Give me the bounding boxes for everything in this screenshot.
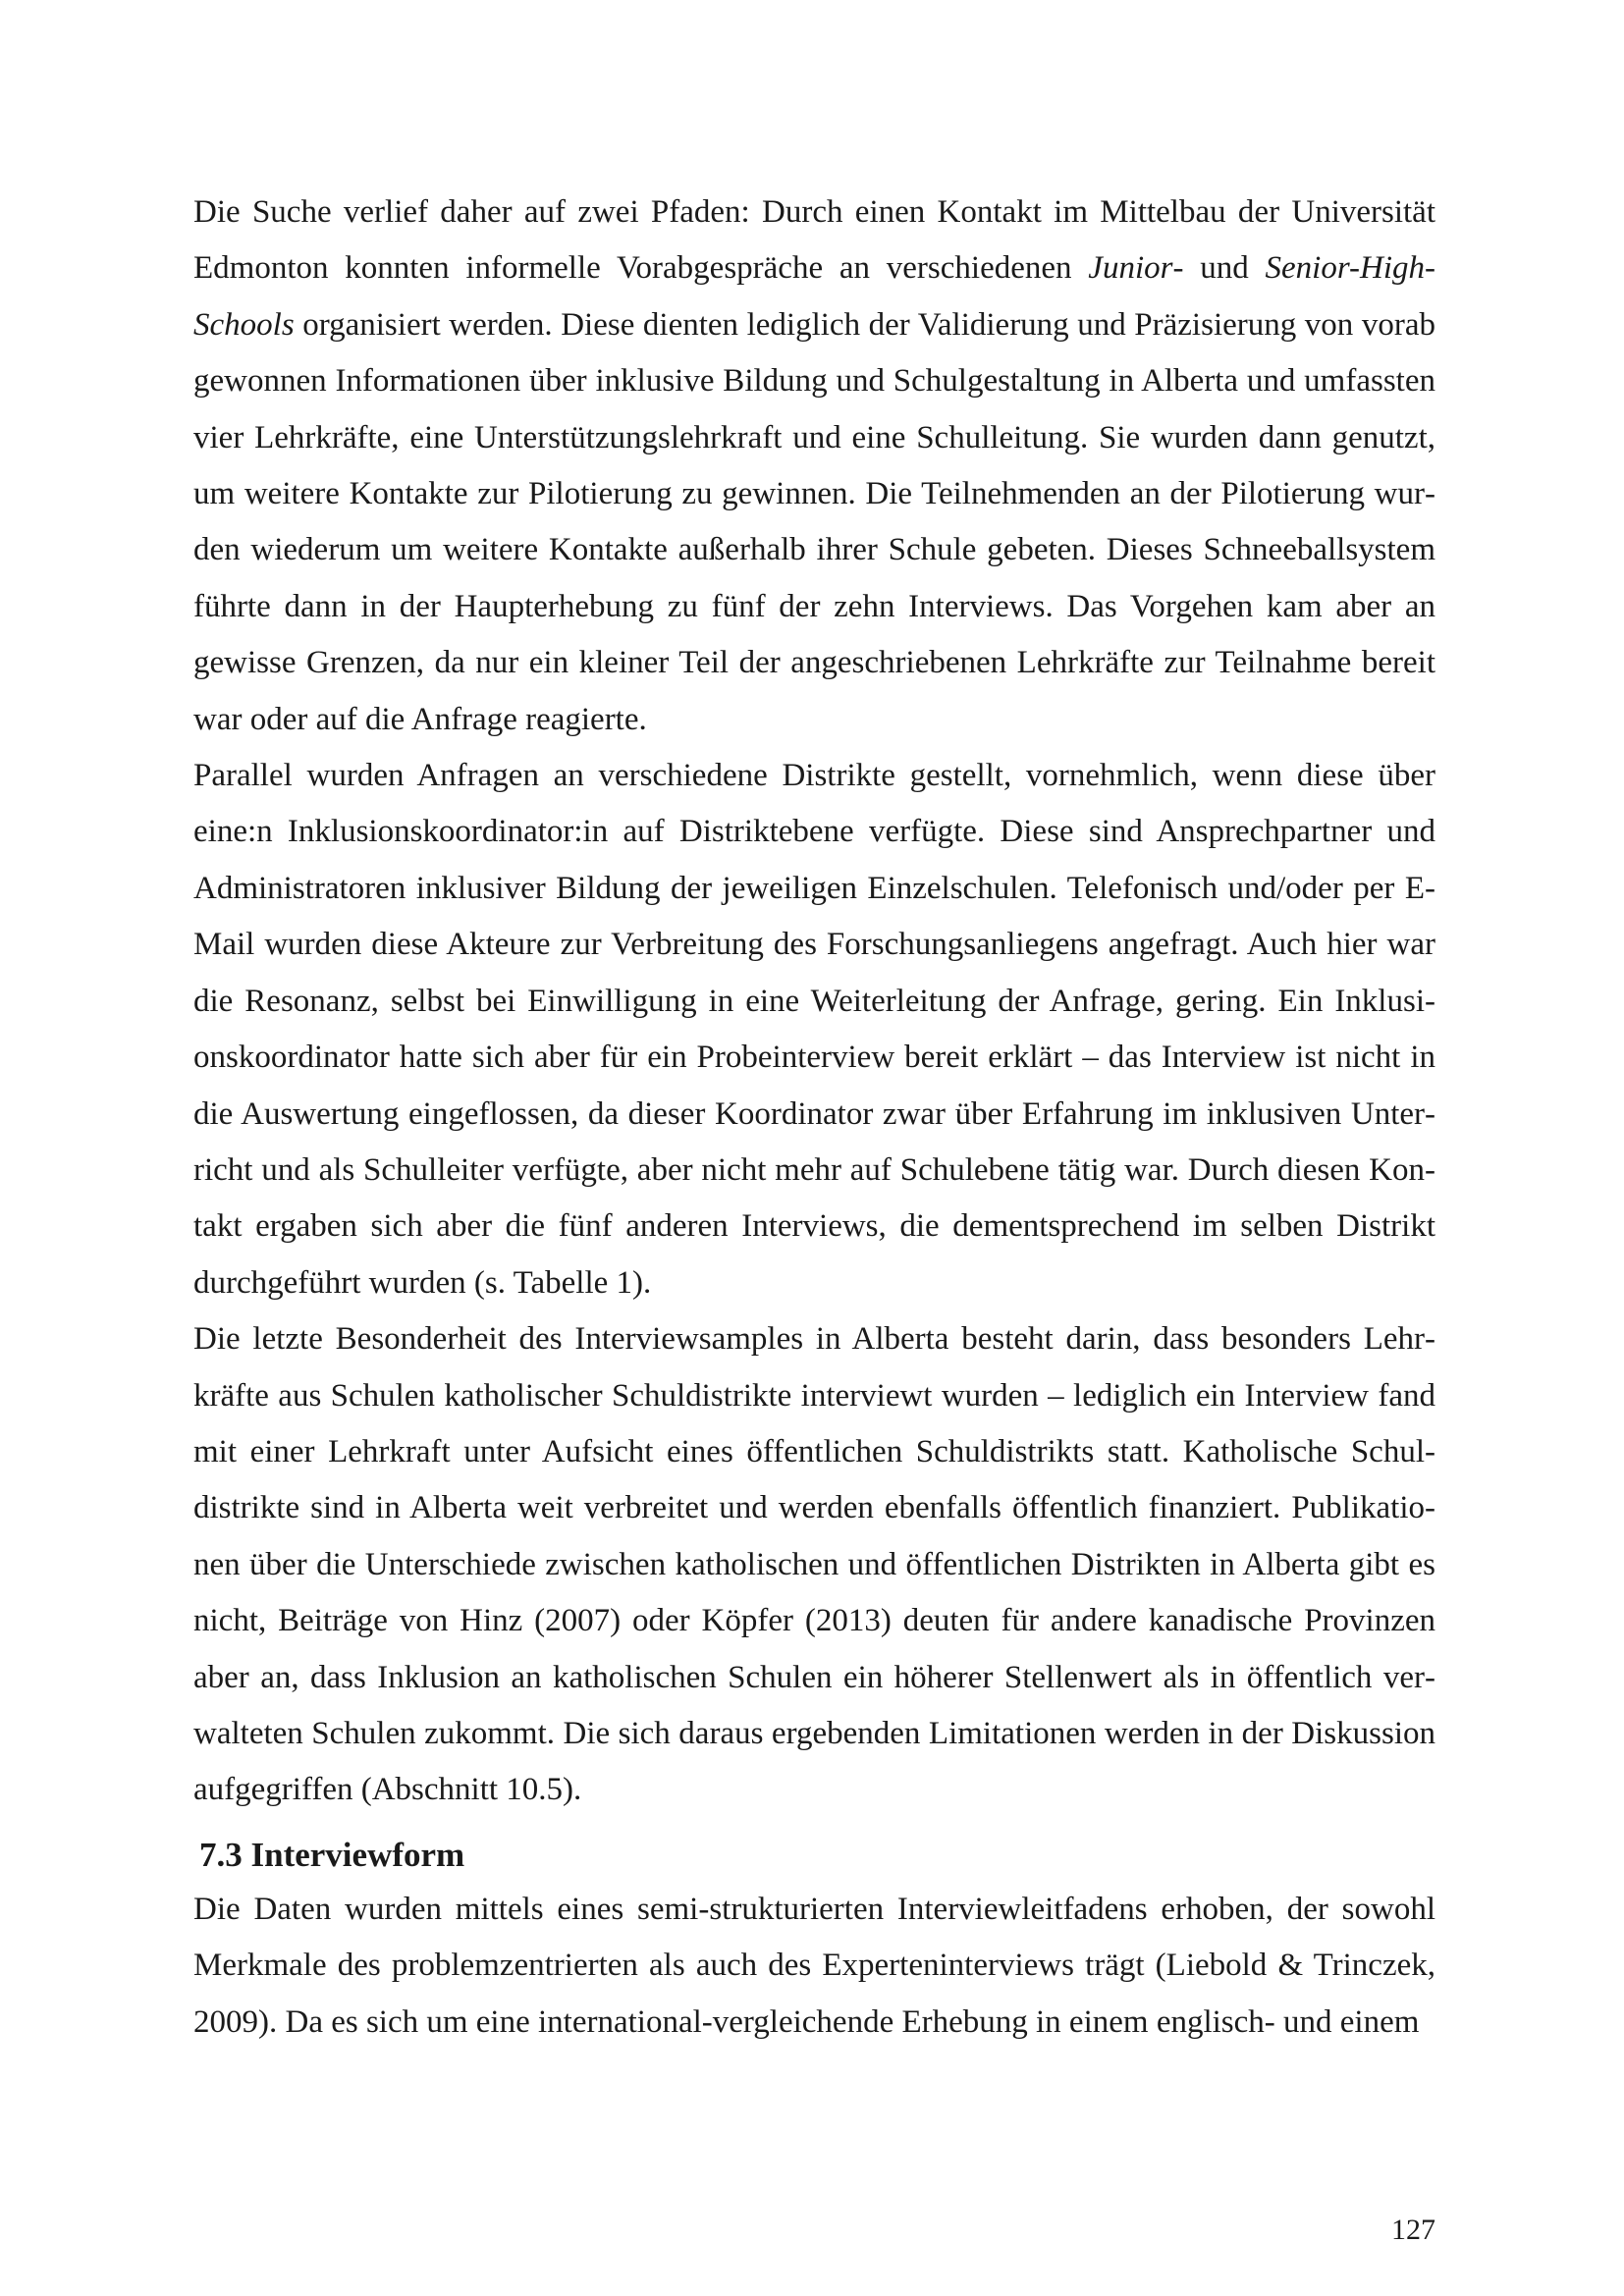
paragraph-district-requests: Parallel wurden Anfragen an verschiedene Distrikte gestellt, vornehmlich, wenn diese über eine:n Inklusionskoordinator:in auf Distriktebene verfügte. Diese sind Ansprechpartner und Administratoren inklusiver Bildung der jeweiligen Einzelschulen. Telefonisch und/oder per E-Mail wurden diese Akteure zur Verbreitung des Forschungsanliegens angefragt. Auch hier war die Resonanz, selbst bei Einwilligung in eine Weiterleitung der Anfrage, gering. Ein Inklusionskoordinator hatte sich aber für ein Probeinterview bereit erklärt – das Interview ist nicht in die Auswertung eingeflossen, da dieser Koordinator zwar über Erfahrung im inklusiven Unterricht und als Schulleiter verfügte, aber nicht mehr auf Schulebene tätig war. Durch diesen Kontakt ergaben sich aber die fünf anderen Interviews, die dementsprechend im selben Distrikt durchgeführt wurden (s. Tabelle 1). — [193, 758, 1435, 1301]
paragraph-interview-form: Die Daten wurden mittels eines semi-strukturierten Interviewleitfadens erhoben, der sowohl Merkmale des problemzentrierten als auch des Experteninterviews trägt (Liebold & Trinczek, 2009). Da es sich um eine international-vergleichende Erhebung in einem englisch- und einem — [193, 1891, 1435, 2040]
paragraph-text: Die Suche verlief daher auf zwei Pfaden: Durch einen Kontakt im Mittelbau der Universität Edmonton konnten informelle Vorabgespräche an verschiedenen — [193, 194, 1435, 287]
section-heading: 7.3 Interviewform — [199, 1835, 465, 1874]
paragraph-text: organisiert werden. Diese dienten lediglich der Validierung und Präzisierung von vorab gewonnen Informationen über inklusive Bildung und Schulgestaltung in Alberta und umfassten vier Lehrkräfte, eine Unterstützungslehrkraft und eine Schulleitung. Sie wurden dann genutzt, um weitere Kontakte zur Pilotierung zu gewinnen. Die Teilnehmenden an der Pilotierung wurden wiederum um weitere Kontakte außerhalb ihrer Schule gebeten. Dieses Schneeballsystem führte dann in der Haupterhebung zu fünf der zehn Interviews. Das Vorgehen kam aber an gewisse Grenzen, da nur ein kleiner Teil der angeschriebenen Lehrkräfte zur Teilnahme bereit war oder auf die Anfrage reagierte. — [193, 306, 1435, 737]
italic-term-junior: Junior — [1088, 250, 1173, 287]
paragraph-search-paths — [193, 185, 1435, 748]
document-page — [193, 185, 1435, 2051]
page-number: 127 — [1391, 2214, 1435, 2246]
italic-term-senior-high-schools: Senior-High-Schools — [193, 250, 1435, 343]
paragraph-text: - und — [1172, 250, 1266, 287]
paragraph-catholic-districts: Die letzte Besonderheit des Interviewsamples in Alberta besteht darin, dass besonders Lehrkräfte aus Schulen katholischer Schuldistrikte interviewt wurden – lediglich ein Interview fand mit einer Lehrkraft unter Aufsicht eines öffentlichen Schuldistrikts statt. Katholische Schuldistrikte sind in Alberta weit verbreitet und werden ebenfalls öffentlich finanziert. Publikationen über die Unterschiede zwischen katholischen und öffentlichen Distrikten in Alberta gibt es nicht, Beiträge von Hinz (2007) oder Köpfer (2013) deuten für andere kanadische Provinzen aber an, dass Inklusion an katholischen Schulen ein höherer Stellenwert als in öffentlich verwalteten Schulen zukommt. Die sich daraus ergebenden Limitationen werden in der Diskussion aufgegriffen (Abschnitt 10.5). — [193, 1321, 1435, 1808]
